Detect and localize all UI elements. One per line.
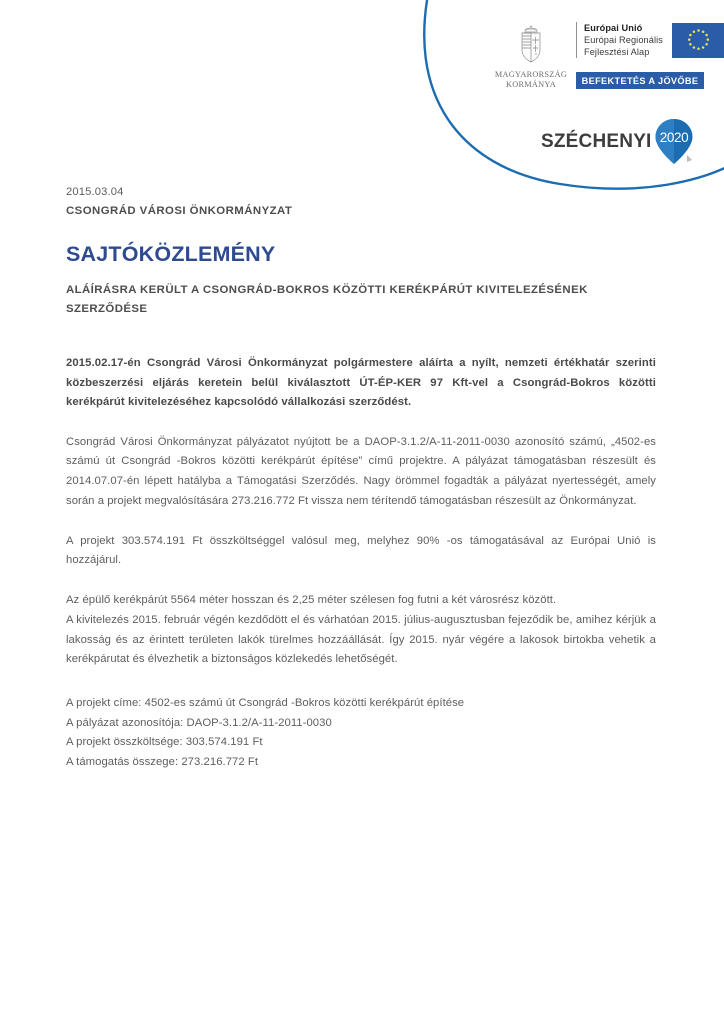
eu-line-2: Európai Regionális xyxy=(584,35,663,46)
list-item: A támogatás összege: 273.216.772 Ft xyxy=(66,755,259,768)
header-logo-group xyxy=(492,22,704,102)
body-paragraph-4: A kivitelezés 2015. február végén kezdődött el és várhatóan 2015. július-augusztusban fejeződik be, amihez kérjük a lakosság és az érintett területen lakók türelmes hozzáállását. Így 2015. nyár végére a lakosok birtokba vehetik a kerékpárutat és élvezhetik a biztonságos közlekedés lehetőségét. xyxy=(66,613,656,666)
hungarian-coat-of-arms-icon xyxy=(516,24,546,64)
list-item: A pályázat azonosítója: DAOP-3.1.2/A-11-2011-0030 xyxy=(66,716,332,729)
szechenyi-wordmark: SZÉCHENYI xyxy=(541,131,652,152)
eu-fund-text xyxy=(576,22,663,58)
eu-line-1: Európai Unió xyxy=(584,23,643,33)
map-pin-icon xyxy=(654,117,696,167)
body-paragraph-2: A projekt 303.574.191 Ft összköltséggel valósul meg, melyhez 90% -os támogatásával az Európai Unió is hozzájárul. xyxy=(66,534,656,567)
lead-paragraph: 2015.02.17-én Csongrád Városi Önkormányzat polgármestere aláírta a nyílt, nemzeti értékhatár szerinti közbeszerzési eljárás keretein belül kiválasztott ÚT-ÉP-KER 97 Kft-vel a Csongrád-Bokros közötti kerékpárút kivitelezéséhez kapcsolódó vállalkozási szerződést. xyxy=(66,357,656,409)
invest-in-future-label: BEFEKTETÉS A JÖVŐBE xyxy=(581,75,699,86)
hungary-government-logo xyxy=(492,24,570,91)
list-item: A projekt összköltsége: 303.574.191 Ft xyxy=(66,736,263,749)
eu-flag-icon xyxy=(672,23,724,58)
crest-label-line2: KORMÁNYA xyxy=(506,80,556,90)
page-subtitle: ALÁÍRÁSRA KERÜLT A CSONGRÁD-BOKROS KÖZÖTTI KERÉKPÁRÚT KIVITELEZÉSÉNEK SZERZŐDÉSE xyxy=(66,284,588,315)
page-title: SAJTÓKÖZLEMÉNY xyxy=(66,242,276,266)
invest-in-future-banner xyxy=(576,72,704,89)
body-paragraph-3: Az épülő kerékpárút 5564 méter hosszan és 2,25 méter szélesen fog futni a két városrész között. xyxy=(66,594,557,607)
szechenyi-2020-logo xyxy=(541,117,696,167)
crest-label-line1: MAGYARORSZÁG xyxy=(494,70,568,79)
project-facts-list xyxy=(66,694,656,772)
issuing-organization: CSONGRÁD VÁROSI ÖNKORMÁNYZAT xyxy=(66,205,293,217)
list-item: A projekt címe: 4502-es számú út Csongrád -Bokros közötti kerékpárút építése xyxy=(66,697,465,710)
release-date: 2015.03.04 xyxy=(66,186,124,198)
svg-text:2020: 2020 xyxy=(659,130,688,145)
body-paragraph-1: Csongrád Városi Önkormányzat pályázatot nyújtott be a DAOP-3.1.2/A-11-2011-0030 azonosító számú, „4502-es számú út Csongrád -Bokros közötti kerékpárút építése” című projektre. A pályázat támogatásban részesült és 2014.07.07-én lépett hatályba a Támogatási Szerződés. Nagy örömmel fogadták a pályázat nyertességét, amely során a projekt megvalósítására 273.216.772 Ft vissza nem térítendő támogatásban részesült az Önkormányzat. xyxy=(66,435,656,507)
european-union-logo xyxy=(576,22,724,58)
eu-line-3: Fejlesztési Alap xyxy=(584,47,650,58)
document-body xyxy=(66,186,656,772)
hungary-crest-label xyxy=(492,70,570,91)
